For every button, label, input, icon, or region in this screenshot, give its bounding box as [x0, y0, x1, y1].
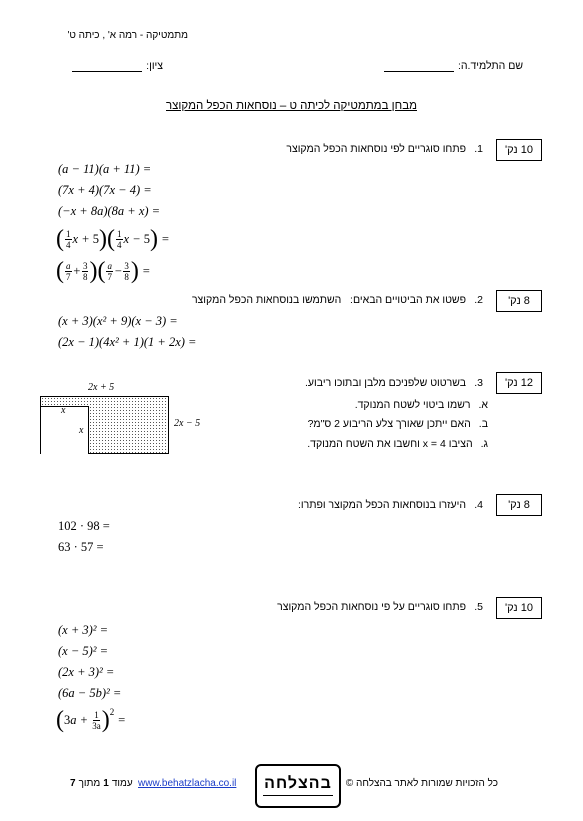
q5-item-a: (x + 3)² =: [58, 623, 109, 637]
logo-underline: [263, 795, 333, 798]
page-total: 7: [70, 778, 76, 789]
square-top-label: x: [61, 405, 66, 416]
q1-number: 1.: [474, 143, 483, 155]
q3-sub-a: [355, 399, 488, 411]
q2-item-b: (2x − 1)(4x² + 1)(1 + 2x) =: [58, 335, 197, 349]
q5-item-e: ( 3 a + $\frac{1}{3a}$ ) $^2$ =: [56, 707, 126, 733]
subject-header: מתמטיקה - רמה א' , כיתה ט': [67, 30, 188, 41]
q2-item-a: (x + 3)(x² + 9)(x − 3) =: [58, 314, 178, 328]
q3-sub-b: [308, 418, 488, 430]
q5-item-d: (6a − 5b)² =: [58, 686, 122, 700]
page-counter: [70, 778, 133, 789]
q4-item-a: 102 · 98 =: [58, 519, 110, 533]
q5-points: 10 נק': [496, 597, 542, 619]
grade-label: ציון:: [146, 60, 163, 72]
q5-text: פתחו סוגריים על פי נוסחאות הכפל המקוצר: [277, 601, 466, 613]
q3-sub-b-letter: ב.: [478, 418, 488, 430]
q2-number: 2.: [474, 294, 483, 306]
q4-item-b: 63 · 57 =: [58, 540, 104, 554]
q3-sub-c-letter: ג.: [480, 438, 488, 450]
q4-number: 4.: [474, 499, 483, 511]
q5-item-c: (2x + 3)² =: [58, 665, 115, 679]
q2-points: 8 נק': [496, 290, 542, 312]
rect-side-label: 2x − 5: [174, 418, 201, 429]
q5-number: 5.: [474, 601, 483, 613]
q3-sub-a-text: רשמו ביטוי לשטח המנוקד.: [354, 399, 471, 411]
student-name-line[interactable]: [384, 62, 454, 72]
page-title: מבחן במתמטיקה לכיתה ט – נוסחאות הכפל המקוצר: [166, 100, 417, 112]
q1-text: פתחו סוגריים לפי נוסחאות הכפל המקוצר: [286, 143, 466, 155]
grade-line[interactable]: [72, 62, 142, 72]
q1-item-c: (−x + 8a)(8a + x) =: [58, 204, 161, 218]
q3-number: 3.: [474, 377, 483, 389]
student-name-field: [384, 60, 523, 72]
q1-item-d: ( $\frac{1}{4}$ x + 5 ) ( $\frac{1}{4}$ x − 5 ) =: [56, 226, 170, 252]
q3-text: בשרטוט שלפניכם מלבן ובתוכו ריבוע.: [305, 377, 466, 389]
rect-top-label: 2x + 5: [88, 382, 115, 393]
q1-item-a: (a − 11)(a + 11) =: [58, 162, 152, 176]
of-word: מתוך: [78, 778, 101, 789]
footer-rights: כל הזכויות שמורות לאתר בהצלחה ©: [345, 778, 498, 789]
q1-item-b: (7x + 4)(7x − 4) =: [58, 183, 152, 197]
behatzlacha-logo[interactable]: [255, 764, 341, 808]
footer-url: [138, 778, 236, 789]
q4-text: היעזרו בנוסחאות הכפל המקוצר ופתרו:: [297, 499, 466, 511]
q3-sub-c: [307, 438, 488, 450]
square-side-label: x: [79, 425, 84, 436]
dotted-rectangle: [40, 396, 169, 454]
website-link[interactable]: www.behatzlacha.co.il: [138, 778, 237, 789]
q2-text: פשטו את הביטויים הבאים: השתמשו בנוסחאות הכפל המקוצר: [191, 294, 466, 306]
q3-points: 12 נק': [496, 372, 542, 394]
q4-points: 8 נק': [496, 494, 542, 516]
q3-sub-c-text: הציבו x = 4 וחשבו את השטח המנוקד.: [307, 438, 473, 450]
q3-sub-a-letter: א.: [478, 399, 488, 411]
page-number: 1: [103, 778, 109, 789]
q5-item-b: (x − 5)² =: [58, 644, 109, 658]
q1-points: 10 נק': [496, 139, 542, 161]
student-name-label: שם התלמיד.ה:: [457, 60, 523, 72]
logo-text: בהצלחה: [264, 774, 332, 792]
grade-field: [72, 60, 163, 72]
q3-sub-b-text: האם ייתכן שאורך צלע הריבוע 2 ס"מ?: [307, 418, 471, 430]
page-word: עמוד: [111, 778, 133, 789]
q1-item-e: ( $\frac{a}{7}$ + $\frac{3}{8}$ ) ( $\frac{a}{7}$ − $\frac{3}{8}$ ) =: [56, 258, 151, 284]
